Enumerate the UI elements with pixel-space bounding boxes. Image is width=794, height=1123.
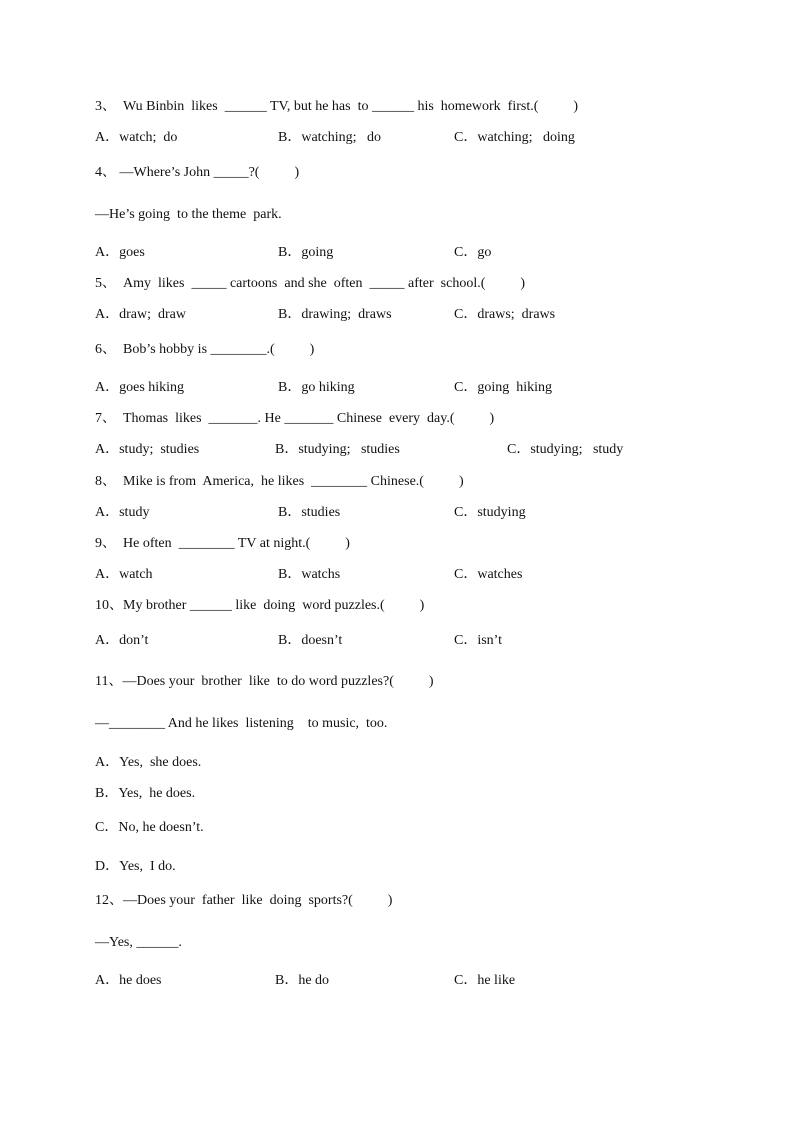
question-12-stem: 12、—Does your father like doing sports?( ) [95, 893, 393, 908]
question-3-stem: 3、 Wu Binbin likes ______ TV, but he has to ______ his homework first.( ) [95, 99, 579, 114]
question-11-option-d: D．Yes, I do. [95, 859, 176, 874]
question-12-option-b: B．he do [275, 973, 330, 988]
question-7-option-a: A．study; studies [95, 442, 200, 457]
question-10-option-c: C．isn’t [454, 633, 502, 648]
question-4-option-a: A．goes [95, 245, 145, 260]
question-6-option-b: B．go hiking [278, 380, 355, 395]
question-11-reply: —________ And he likes listening to music, too. [95, 716, 388, 731]
question-4-reply: —He’s going to the theme park. [95, 207, 282, 222]
question-7-option-b: B．studying; studies [275, 442, 400, 457]
question-8-stem: 8、 Mike is from America, he likes ________ Chinese.( ) [95, 474, 464, 489]
question-7-option-c: C．studying; study [507, 442, 624, 457]
question-6-option-c: C．going hiking [454, 380, 553, 395]
question-12-option-a: A．he does [95, 973, 162, 988]
question-5-option-c: C．draws; draws [454, 307, 556, 322]
question-6-option-a: A．goes hiking [95, 380, 185, 395]
question-9-option-c: C．watches [454, 567, 523, 582]
question-8-option-b: B．studies [278, 505, 341, 520]
question-8-option-c: C．studying [454, 505, 526, 520]
question-5-stem: 5、 Amy likes _____ cartoons and she often _____ after school.( ) [95, 276, 526, 291]
question-3-option-b: B．watching; do [278, 130, 382, 145]
question-12-option-c: C．he like [454, 973, 516, 988]
question-5-option-b: B．drawing; draws [278, 307, 392, 322]
question-8-option-a: A．study [95, 505, 150, 520]
question-11-option-c: C．No, he doesn’t. [95, 820, 204, 835]
question-10-option-a: A．don’t [95, 633, 149, 648]
question-10-stem: 10、My brother ______ like doing word puzzles.( ) [95, 598, 425, 613]
question-4-option-c: C．go [454, 245, 492, 260]
question-11-option-a: A．Yes, she does. [95, 755, 202, 770]
question-7-stem: 7、 Thomas likes _______. He _______ Chinese every day.( ) [95, 411, 495, 426]
question-11-option-b: B．Yes, he does. [95, 786, 196, 801]
question-5-option-a: A．draw; draw [95, 307, 186, 322]
question-6-stem: 6、 Bob’s hobby is ________.( ) [95, 342, 315, 357]
question-11-stem: 11、—Does your brother like to do word puzzles?( ) [95, 674, 434, 689]
question-9-option-a: A．watch [95, 567, 153, 582]
question-4-option-b: B．going [278, 245, 334, 260]
question-12-reply: —Yes, ______. [95, 935, 182, 950]
question-3-option-c: C．watching; doing [454, 130, 575, 145]
question-4-stem: 4、 —Where’s John _____?( ) [95, 165, 300, 180]
question-9-option-b: B．watchs [278, 567, 341, 582]
question-9-stem: 9、 He often ________ TV at night.( ) [95, 536, 350, 551]
question-3-option-a: A．watch; do [95, 130, 178, 145]
question-10-option-b: B．doesn’t [278, 633, 343, 648]
